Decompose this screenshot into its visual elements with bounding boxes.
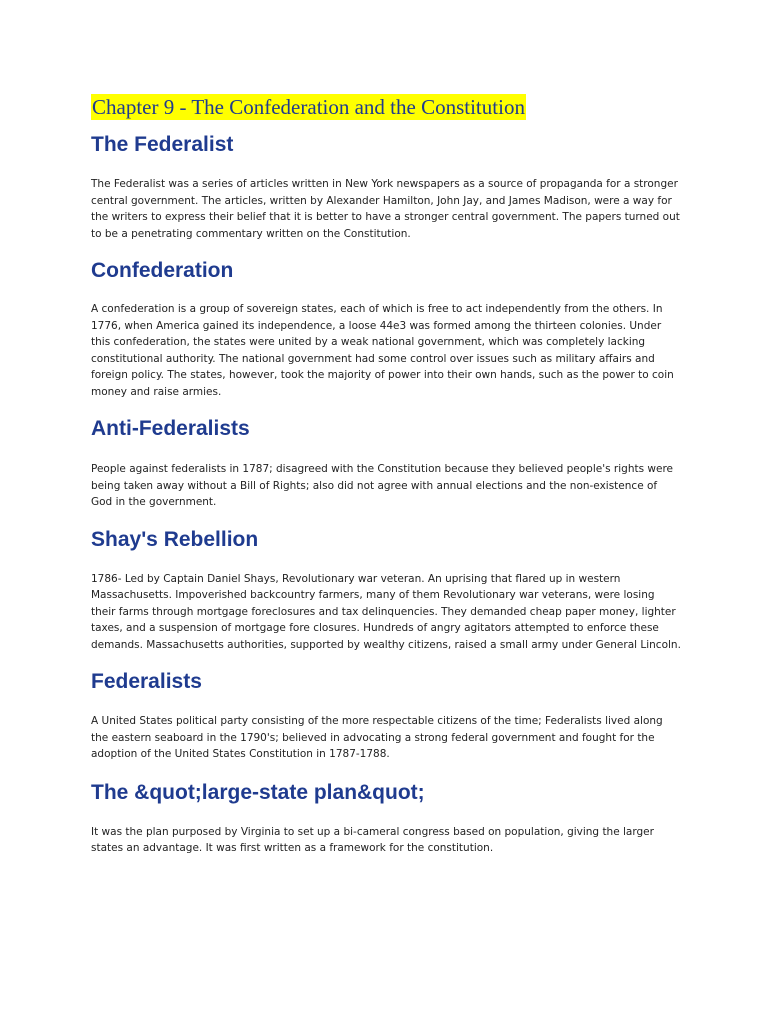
chapter-title: Chapter 9 - The Confederation and the Constitution <box>92 95 525 119</box>
section-heading: Shay's Rebellion <box>91 527 259 551</box>
section-federalists <box>91 669 681 763</box>
section-body: 1786- Led by Captain Daniel Shays, Revolutionary war veteran. An uprising that flared up in western Massachusetts. Impoverished backcountry farmers, many of them Revolutionary war veterans, were losing their farms through mortgage foreclosures and tax delinquencies. They demanded cheap paper money, lighter taxes, and a suspension of mortgage fore closures. Hundreds of angry agitators attempted to enforce these demands. Massachusetts authorities, supported by wealthy citizens, raised a small army under General Lincoln. <box>91 572 681 651</box>
section-heading: Confederation <box>91 259 234 282</box>
section-confederation <box>91 258 681 400</box>
section-heading: The Federalist <box>91 133 234 156</box>
section-body: A confederation is a group of sovereign states, each of which is free to act independently from the others. In 1776, when America gained its independence, a loose 44e3 was formed among the thirteen colonies. Under this confederation, the states were united by a weak national government, which was completely lacking constitutional authority. The national government had some control over issues such as military affairs and foreign policy. The states, however, took the majority of power into their own hands, such as the power to coin money and raise armies. <box>91 303 674 398</box>
section-large-state-plan <box>91 780 681 857</box>
section-shays-rebellion <box>91 527 681 654</box>
section-heading: Anti-Federalists <box>91 417 250 440</box>
document-page <box>91 94 681 857</box>
section-anti-federalists <box>91 416 681 511</box>
section-heading: Federalists <box>91 670 202 693</box>
section-body: It was the plan purposed by Virginia to set up a bi-cameral congress based on population, giving the larger states an advantage. It was first written as a framework for the constitution. <box>91 825 654 854</box>
section-heading: The &quot;large-state plan&quot; <box>91 780 425 804</box>
section-body: The Federalist was a series of articles written in New York newspapers as a source of propaganda for a stronger central government. The articles, written by Alexander Hamilton, John Jay, and James Madison, were a way for the writers to express their belief that it is better to have a stronger central government. The papers turned out to be a penetrating commentary written on the Constitution. <box>91 178 680 240</box>
section-body: A United States political party consisting of the more respectable citizens of the time; Federalists lived along the eastern seaboard in the 1790's; believed in advocating a strong federal government and fought for the adoption of the United States Constitution in 1787-1788. <box>91 715 663 760</box>
section-the-federalist <box>91 132 681 242</box>
section-body: People against federalists in 1787; disagreed with the Constitution because they believed people's rights were being taken away without a Bill of Rights; also did not agree with annual elections and the non-existence of God in the government. <box>91 463 673 508</box>
